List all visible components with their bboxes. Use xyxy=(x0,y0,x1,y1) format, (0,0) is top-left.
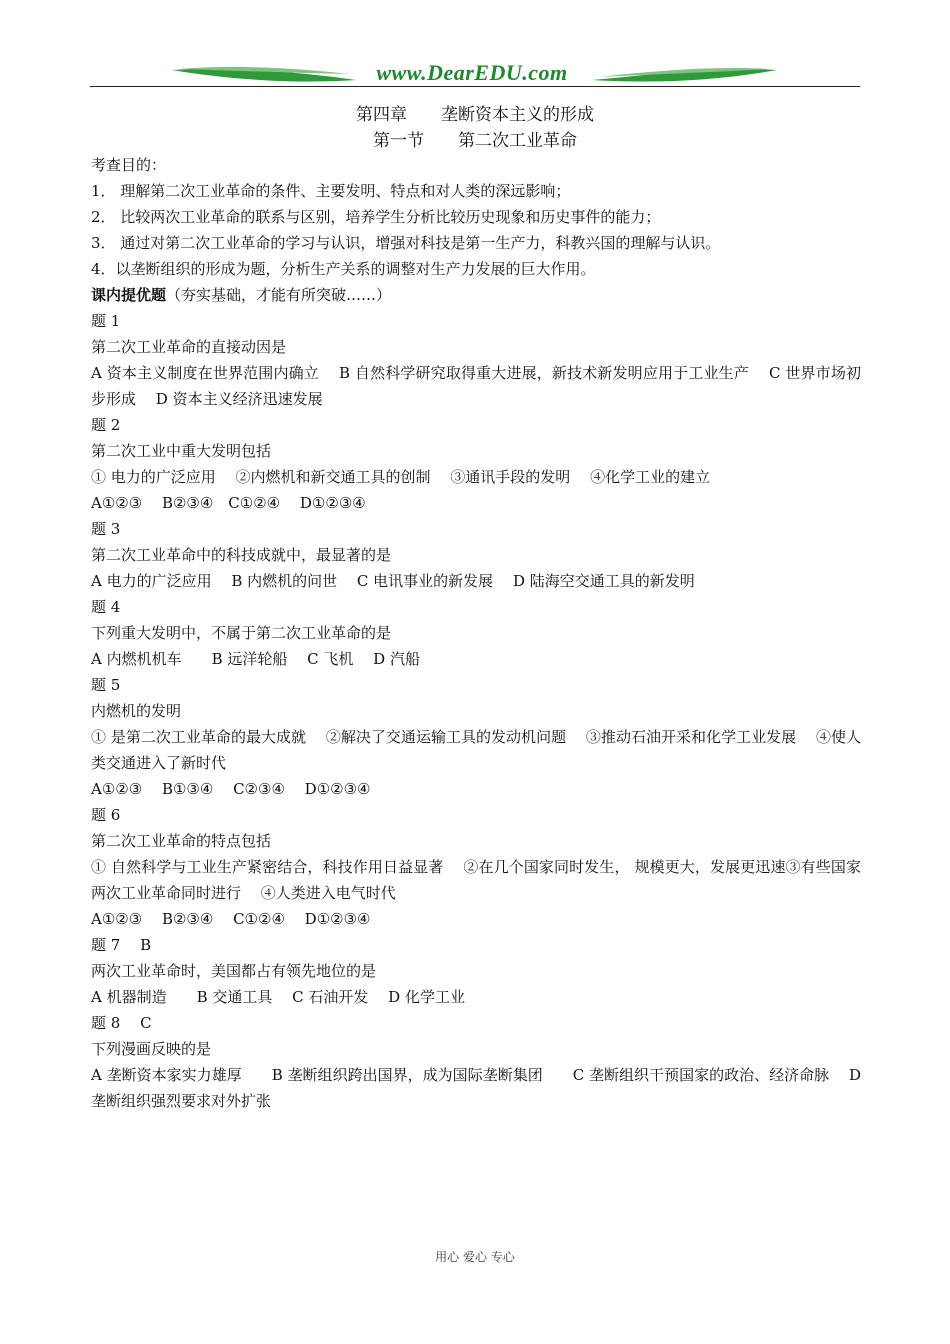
question-label: 题 4 xyxy=(91,598,121,616)
practice-heading xyxy=(91,282,861,308)
question-options: A 内燃机机车 B 远洋轮船 C 飞机 D 汽船 xyxy=(91,650,420,668)
question-stem: 第二次工业中重大发明包括 xyxy=(91,442,272,460)
objective-item: 1． 理解第二次工业革命的条件、主要发明、特点和对人类的深远影响； xyxy=(91,182,571,200)
practice-heading-bold: 课内提优题 xyxy=(91,286,167,304)
question-statements: ① 是第二次工业革命的最大成就 ②解决了交通运输工具的发动机问题 ③推动石油开采和化学工业发展 ④使人类交通进入了新时代 xyxy=(91,728,861,772)
question-options: A①②③ B②③④ C①②④ D①②③④ xyxy=(91,494,366,512)
chapter-title: 第四章 垄断资本主义的形成 xyxy=(356,105,594,125)
objective-item: 4．以垄断组织的形成为题，分析生产关系的调整对生产力发展的巨大作用。 xyxy=(91,260,596,278)
question-stem: 内燃机的发明 xyxy=(91,702,182,720)
section-title: 第一节 第二次工业革命 xyxy=(373,131,577,151)
question-stem: 第二次工业革命的特点包括 xyxy=(91,832,272,850)
question-stem: 第二次工业革命的直接动因是 xyxy=(91,338,287,356)
question-options: A 电力的广泛应用 B 内燃机的问世 C 电讯事业的新发展 D 陆海空交通工具的新发明 xyxy=(91,572,695,590)
question-stem: 两次工业革命时，美国都占有领先地位的是 xyxy=(91,962,377,980)
question-label: 题 8 C xyxy=(91,1014,152,1032)
question-label: 题 3 xyxy=(91,520,121,538)
question-label: 题 1 xyxy=(91,312,121,330)
page-footer: 用心 爱心 专心 xyxy=(435,1250,515,1264)
objective-item: 3． 通过对第二次工业革命的学习与认识，增强对科技是第一生产力，科教兴国的理解与认识。 xyxy=(91,234,721,252)
header-divider xyxy=(90,86,860,87)
question-options: A 垄断资本家实力雄厚 B 垄断组织跨出国界，成为国际垄断集团 C 垄断组织干预国家的政治、经济命脉 D 垄断组织强烈要求对外扩张 xyxy=(91,1066,861,1110)
document-body xyxy=(91,152,861,1114)
question-statements: ① 电力的广泛应用 ②内燃机和新交通工具的创制 ③通讯手段的发明 ④化学工业的建立 xyxy=(91,468,711,486)
question-statements: ① 自然科学与工业生产紧密结合，科技作用日益显著 ②在几个国家同时发生， 规模更大，发展更迅速③有些国家两次工业革命同时进行 ④人类进入电气时代 xyxy=(91,858,861,902)
question-stem: 下列重大发明中，不属于第二次工业革命的是 xyxy=(91,624,392,642)
objective-item: 2． 比较两次工业革命的联系与区别，培养学生分析比较历史现象和历史事件的能力； xyxy=(91,208,661,226)
practice-heading-note: （夯实基础，才能有所突破……） xyxy=(166,286,392,304)
question-options: A 机器制造 B 交通工具 C 石油开发 D 化学工业 xyxy=(91,988,465,1006)
question-label: 题 2 xyxy=(91,416,121,434)
question-label: 题 6 xyxy=(91,806,121,824)
objectives-heading: 考查目的： xyxy=(91,156,167,174)
question-label: 题 7 B xyxy=(91,936,152,954)
question-stem: 下列漫画反映的是 xyxy=(91,1040,212,1058)
question-options: A①②③ B①③④ C②③④ D①②③④ xyxy=(91,780,371,798)
site-logo: www.DearEDU.com xyxy=(376,60,568,85)
question-options: A①②③ B②③④ C①②④ D①②③④ xyxy=(91,910,371,928)
page-header xyxy=(0,0,950,95)
question-stem: 第二次工业革命中的科技成就中，最显著的是 xyxy=(91,546,392,564)
question-options: A 资本主义制度在世界范围内确立 B 自然科学研究取得重大进展，新技术新发明应用于工业生产 C 世界市场初步形成 D 资本主义经济迅速发展 xyxy=(91,364,861,408)
question-label: 题 5 xyxy=(91,676,121,694)
